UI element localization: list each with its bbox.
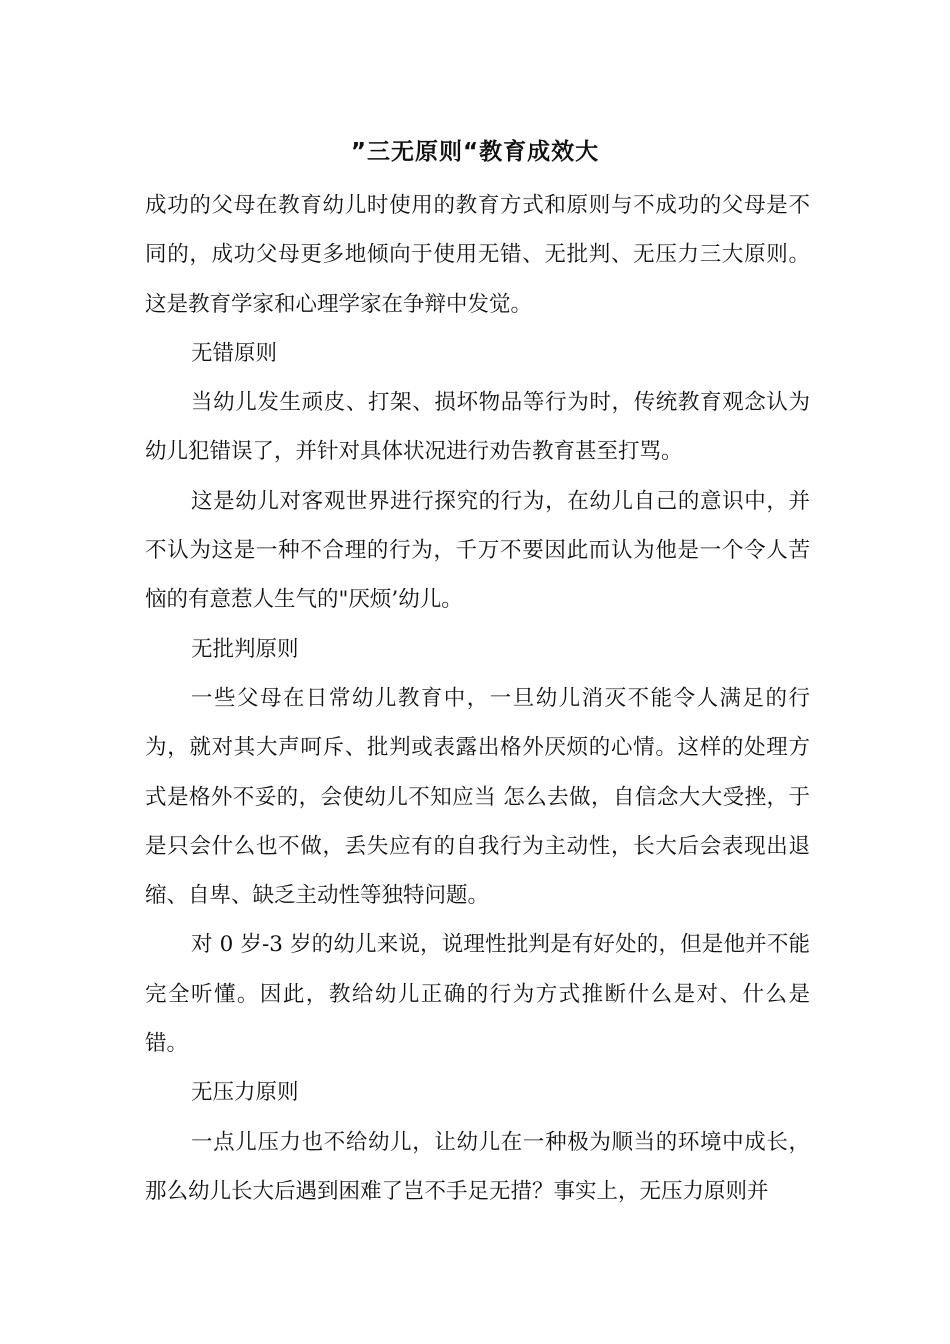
section-heading-no-pressure: 无压力原则 (191, 1080, 299, 1106)
section-heading-no-criticism: 无批判原则 (191, 636, 299, 662)
document-body (145, 181, 810, 1216)
body-paragraph: 一些父母在日常幼儿教育中，一旦幼儿消灭不能令人满足的行为，就对其大声呵斥、批判或表露出格外厌烦的心情。这样的处理方式是格外不妥的，会使幼儿不知应当 怎么去做，自信念大大受挫，于是只会什么也不做，丢失应有的自我行为主动性，长大后会表现出退缩、自卑、缺乏主动性等独特问题。 (145, 685, 810, 909)
intro-paragraph: 成功的父母在教育幼儿时使用的教育方式和原则与不成功的父母是不同的，成功父母更多地倾向于使用无错、无批判、无压力三大原则。这是教育学家和心理学家在争辩中发觉。 (145, 193, 810, 317)
section-heading-no-error: 无错原则 (191, 340, 278, 366)
body-paragraph: 对 0 岁-3 岁的幼儿来说，说理性批判是有好处的，但是他并不能完全听懂。因此，教给幼儿正确的行为方式推断什么是对、什么是错。 (145, 932, 810, 1057)
body-paragraph: 一点儿压力也不给幼儿，让幼儿在一种极为顺当的环境中成长，那么幼儿长大后遇到困难了岂不手足无措？事实上，无压力原则并 (145, 1129, 810, 1204)
document-title: ”三无原则“教育成效大 (350, 139, 600, 165)
body-paragraph: 当幼儿发生顽皮、打架、损坏物品等行为时，传统教育观念认为幼儿犯错误了，并针对具体状况进行劝告教育甚至打骂。 (145, 390, 810, 465)
body-paragraph: 这是幼儿对客观世界进行探究的行为，在幼儿自己的意识中，并不认为这是一种不合理的行为，千万不要因此而认为他是一个令人苦恼的有意惹人生气的"厌烦’幼儿。 (145, 488, 810, 613)
